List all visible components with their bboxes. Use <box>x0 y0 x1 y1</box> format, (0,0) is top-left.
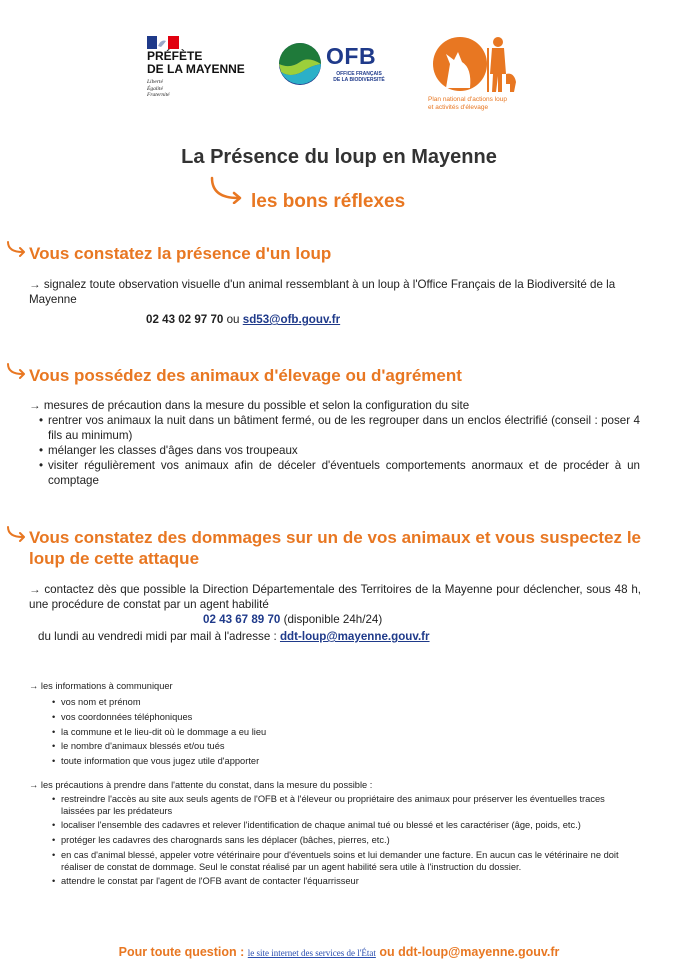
section2-list <box>36 413 640 488</box>
section1-arrow-icon <box>6 241 28 257</box>
ofb-globe-icon <box>278 42 322 86</box>
precautions-intro: → les précautions à prendre dans l'attente du constat, dans la mesure du possible : <box>29 780 373 790</box>
list-item: • la commune et le lieu-dit où le dommage a eu lieu <box>49 725 609 740</box>
or-text: ou <box>226 313 240 326</box>
state-website-link[interactable]: le site internet des services de l'État <box>247 948 376 958</box>
section3-arrow-icon <box>6 526 28 542</box>
page-subtitle: les bons réflexes <box>251 191 406 212</box>
section1-title: Vous constatez la présence d'un loup <box>29 244 332 263</box>
section3-phone-line <box>203 612 382 627</box>
motto-egalite: Égalité <box>147 85 163 92</box>
info-intro: → les informations à communiquer <box>29 681 173 691</box>
pna-line2: et activités d'élevage <box>428 104 489 111</box>
list-item: • vos coordonnées téléphoniques <box>49 710 609 725</box>
ofb-sub1: OFFICE FRANÇAIS <box>336 71 382 77</box>
info-list <box>49 695 609 769</box>
list-item: • rentrer vos animaux la nuit dans un bâtiment fermé, ou de les regrouper dans un enclos électrifié (conseil : poser 4 fils au minimum) <box>36 413 640 443</box>
pna-loup-logo <box>428 34 538 118</box>
list-item: • restreindre l'accès au site aux seuls agents de l'OFB et à l'éleveur ou propriétaire des animaux pour préserver les éventuelles traces laissées par les prédateurs <box>49 794 629 817</box>
list-item: • localiser l'ensemble des cadavres et relever l'identification de chaque animal tué ou blessé et les caractériser (âge, poids, etc.) <box>49 820 629 832</box>
footer-or: ou <box>379 945 395 959</box>
footer-label: Pour toute question : <box>118 945 245 959</box>
list-item: • mélanger les classes d'âges dans vos troupeaux <box>36 443 640 458</box>
list-item: • attendre le constat par l'agent de l'OFB avant de contacter l'équarrisseur <box>49 876 629 888</box>
page-title: La Présence du loup en Mayenne <box>181 146 497 168</box>
ofb-email-link[interactable]: sd53@ofb.gouv.fr <box>242 313 341 326</box>
list-item: • vos nom et prénom <box>49 695 609 710</box>
precautions-list <box>49 794 629 888</box>
ofb-sub2: DE LA BIODIVERSITÉ <box>333 77 385 83</box>
ddt-email-link[interactable]: ddt-loup@mayenne.gouv.fr <box>279 630 430 643</box>
ofb-logo <box>278 42 393 88</box>
wolf-shepherd-icon <box>432 34 518 94</box>
section2-intro: → mesures de précaution dans la mesure du possible et selon la configuration du site <box>29 399 470 412</box>
mail-text: du lundi au vendredi midi par mail à l'adresse : <box>38 630 277 643</box>
motto-liberte: Liberté <box>147 79 163 85</box>
marianne-flag-icon <box>147 36 179 49</box>
list-item: • le nombre d'animaux blessés et/ou tués <box>49 739 609 754</box>
prefecture-logo <box>147 36 247 106</box>
section3-text: → contactez dès que possible la Direction Départementale des Territoires de la Mayenne pour déclencher, sous 48 h, une procédure de constat par un agent habilité <box>29 583 641 611</box>
section3-title: Vous constatez des dommages sur un de vos animaux et vous suspectez le loup de cette attaque <box>29 528 641 568</box>
footer-email[interactable]: ddt-loup@mayenne.gouv.fr <box>398 945 560 959</box>
section2-arrow-icon <box>6 363 28 379</box>
ddt-phone[interactable]: 02 43 67 89 70 <box>203 613 281 626</box>
section2-title: Vous possédez des animaux d'élevage ou d'agrément <box>29 366 462 385</box>
prefecture-line1: PRÉFÈTE <box>147 49 203 63</box>
ofb-phone[interactable]: 02 43 02 97 70 <box>146 313 224 326</box>
prefecture-line2: DE LA MAYENNE <box>147 62 245 76</box>
list-item: • en cas d'animal blessé, appeler votre vétérinaire pour d'éventuels soins et lui demander une facture. En aucun cas le vétérinaire ne doit réaliser de constat de dommage. Seul le constat réalisé par un agent habilité sera utile à l'instruction du dossier. <box>49 850 629 873</box>
list-item: • toute information que vous jugez utile d'apporter <box>49 754 609 769</box>
curved-arrow-icon <box>208 176 244 204</box>
list-item: • visiter régulièrement vos animaux afin de déceler d'éventuels comportements anormaux et de procéder à un comptage <box>36 458 640 488</box>
motto-fraternite: Fraternité <box>147 92 170 98</box>
section1-contact <box>146 312 340 327</box>
section3-mail-line <box>38 629 430 644</box>
pna-line1: Plan national d'actions loup <box>428 96 507 103</box>
ofb-name: OFB <box>326 43 377 69</box>
availability-text: (disponible 24h/24) <box>283 613 383 626</box>
footer <box>0 945 678 959</box>
section1-text: → signalez toute observation visuelle d'un animal ressemblant à un loup à l'Office Français de la Biodiversité de la Mayenne <box>29 278 616 306</box>
list-item: • protéger les cadavres des charognards sans les déplacer (bâches, pierres, etc.) <box>49 835 629 847</box>
